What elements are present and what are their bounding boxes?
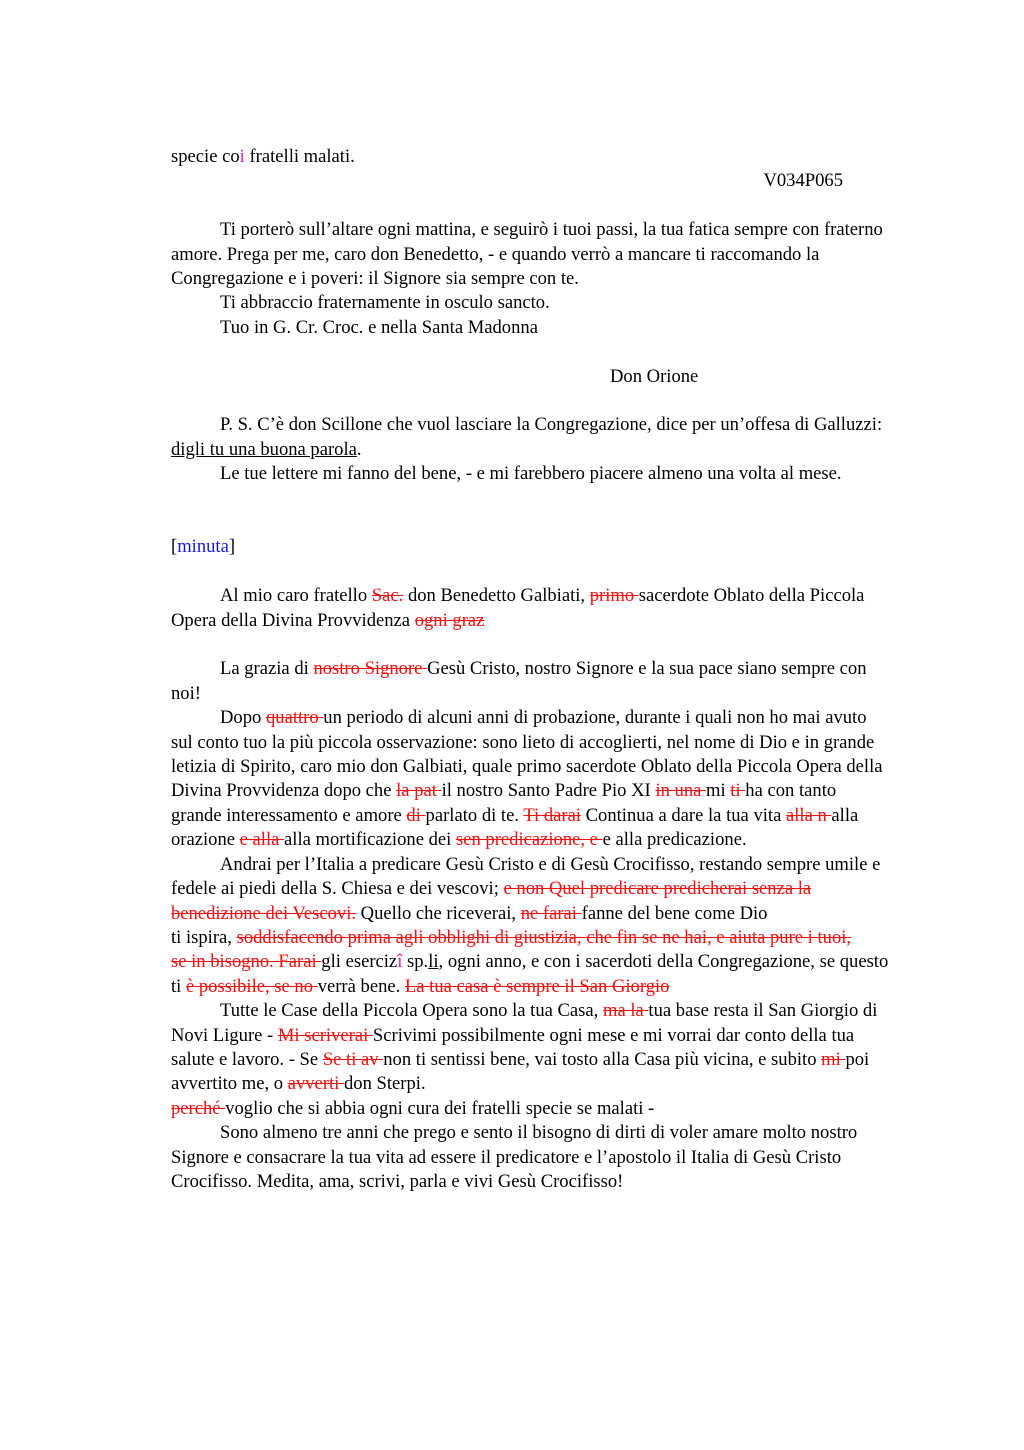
text-run: sp. [402, 951, 429, 973]
document-page [171, 145, 891, 1194]
text-run: un periodo di alcuni anni di probazione, durante i quali non ho mai avuto sul conto tuo la più piccola osservazione: sono lieto di accoglierti, nel nome di Dio e in grande letizia di Spirito, caro mio don Galbiati, quale primo sacerdote Oblato della Piccola Opera della Divina Provvidenza dopo che [171, 707, 883, 802]
deletion: alla n [785, 804, 832, 826]
text-run: Scrivimi possibilmente ogni mese e mi vorrai dar conto della tua salute e lavoro. - Se [171, 1024, 855, 1070]
deletion: e non Quel predicare predicherai senza la benedizione dei Vescovi. [171, 878, 812, 924]
page-reference: V034P065 [763, 170, 843, 192]
text-run: Al mio caro fratello [220, 585, 372, 607]
text-run: mi [706, 780, 731, 802]
intro-line [171, 145, 891, 169]
text-run: La grazia di [220, 658, 314, 680]
postscript: Le tue lettere mi fanno del bene, - e mi farebbero piacere almeno una volta al mese. [220, 463, 842, 485]
draft-paragraph [171, 657, 891, 706]
text-run: gli eserciz [321, 951, 398, 973]
deletion: mi [821, 1048, 846, 1070]
underlined-text: li [428, 951, 439, 973]
deletion: quattro [265, 707, 324, 729]
draft-paragraph [171, 706, 891, 852]
text-run: Dopo [220, 707, 266, 729]
text-run: [ [171, 536, 178, 558]
text-run: Andrai per l’Italia a predicare Gesù Cristo e di Gesù Crocifisso, restando sempre umile e fedele ai piedi della S. Chiesa e dei vescovi; [171, 853, 881, 900]
text-run: ti ispira, [171, 926, 237, 948]
deletion: ma la [602, 1000, 649, 1022]
deletion: Mi scriverai [277, 1024, 373, 1046]
deletion: Se ti av [322, 1048, 384, 1070]
deletion: ne farai [520, 902, 582, 924]
deletion: e alla [239, 829, 285, 851]
letter-paragraph: Ti porterò sull’altare ogni mattina, e seguirò i tuoi passi, la tua fatica sempre con fraterno amore. Prega per me, caro don Benedetto, - e quando verrò a mancare ti raccomando la Congregazione e i poveri: il Signore sia sempre con te. [171, 219, 883, 290]
intro-text-end: fratelli malati. [244, 146, 355, 167]
text-run: don Sterpi. [343, 1073, 426, 1095]
draft-paragraph [171, 584, 891, 633]
text-run: non ti sentissi bene, vai tosto alla Casa più vicina, e subito [383, 1048, 822, 1070]
deletion: di [406, 804, 426, 826]
insertion-mark: î [397, 951, 403, 973]
text-run: Gesù Cristo, nostro Signore e la sua pace siano sempre con noi! [171, 658, 867, 704]
text-run: parlato di te. [425, 804, 524, 826]
text-run: . [356, 438, 362, 460]
underlined-text: digli tu una buona parola [171, 438, 357, 460]
draft-paragraph: Sono almeno tre anni che prego e sento il bisogno di dirti di voler amare molto nostro Signore e consacrare la tua vita ad essere il predicatore e l’apostolo il Italia di Gesù Cristo Crocifisso. Medita, ama, scrivi, parla e vivi Gesù Crocifisso! [171, 1122, 858, 1192]
text-run: alla mortificazione dei [284, 829, 456, 851]
text-run: , ogni anno, e con i sacerdoti della Congregazione, se questo ti [171, 951, 889, 997]
deletion: ogni graz [414, 609, 485, 631]
deletion: La tua casa è sempre il San Giorgio [404, 975, 670, 997]
text-run: Continua a dare la tua vita [581, 804, 786, 826]
text-run: poi avvertito me, o [171, 1048, 870, 1095]
text-run: Quello che riceverai, [356, 902, 521, 924]
deletion: Ti darai [523, 804, 581, 826]
deletion: in una [655, 780, 707, 802]
letter-closing: Tuo in G. Cr. Croc. e nella Santa Madonna [220, 316, 538, 338]
deletion: è possibile, se no [185, 975, 318, 997]
deletion: avverti [287, 1073, 344, 1095]
deletion: primo [589, 585, 639, 607]
text-run: tua base resta il San Giorgio di Novi Ligure - [171, 1000, 878, 1046]
text-run: verrà bene. [317, 975, 405, 997]
text-run: Tutte le Case della Piccola Opera sono la tua Casa, [220, 1000, 603, 1022]
deletion: sen predicazione, e [455, 829, 603, 851]
text-run: alla orazione [171, 804, 859, 851]
deletion: perché [171, 1097, 226, 1119]
signature: Don Orione [610, 365, 699, 387]
letter-paragraph: Ti abbraccio fraternamente in osculo sancto. [220, 292, 550, 314]
text-run: ] [228, 536, 236, 558]
text-run: sacerdote Oblato della Piccola Opera della Divina Provvidenza [171, 585, 865, 631]
postscript [171, 413, 891, 462]
minuta-label [171, 535, 891, 559]
deletion: Sac. [371, 585, 404, 607]
deletion: soddisfacendo prima agli obblighi di giustizia, che fin se ne hai, e aiuta pure i tuoi, [236, 926, 852, 948]
text-run: minuta [177, 536, 229, 558]
draft-paragraph [171, 999, 891, 1121]
deletion: nostro Signore [313, 658, 428, 680]
deletion: se in bisogno. Farai [171, 951, 322, 973]
text-run: e alla predicazione. [602, 829, 747, 851]
text-run: don Benedetto Galbiati, [403, 585, 590, 607]
deletion: la pat [396, 780, 442, 802]
intro-text: specie co [171, 146, 240, 167]
draft-paragraph [171, 853, 891, 999]
deletion: ti [730, 780, 746, 802]
text-run: P. S. C’è don Scillone che vuol lasciare la Congregazione, dice per un’offesa di Galluzzi: [220, 414, 883, 436]
insertion-mark: i [239, 146, 245, 167]
text-run: ha con tanto grande interessamento e amore [171, 780, 837, 826]
text-run: il nostro Santo Padre Pio XI [441, 780, 656, 802]
text-run: voglio che si abbia ogni cura dei fratelli specie se malati - [225, 1097, 655, 1119]
text-run: fanne del bene come Dio [581, 902, 768, 924]
